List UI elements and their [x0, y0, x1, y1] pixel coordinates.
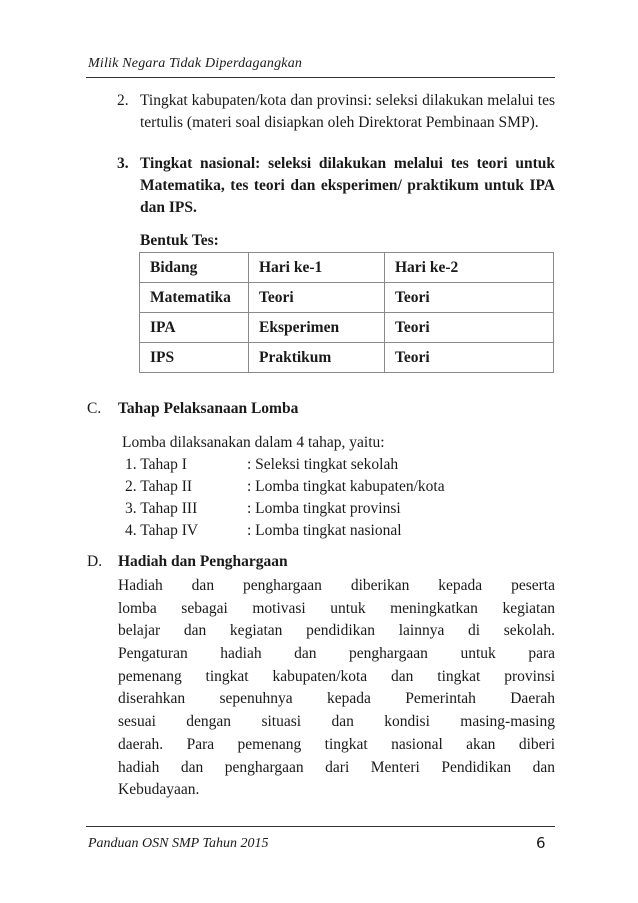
stage-label: 1. Tahap I — [125, 456, 187, 473]
stages-intro: Lomba dilaksanakan dalam 4 tahap, yaitu: — [122, 434, 385, 451]
paragraph-line: daerah. Para pemenang tingkat nasional akan diberi — [118, 735, 555, 753]
table-cell: Teori — [249, 283, 385, 313]
stage-item — [125, 500, 401, 518]
stage-item — [125, 522, 402, 540]
stage-label: 2. Tahap II — [125, 478, 193, 495]
paragraph-line: diserahkan sepenuhnya kepada Pemerintah Daerah — [118, 690, 555, 708]
hadiah-paragraph — [118, 575, 555, 802]
paragraph-line: Pengaturan hadiah dan penghargaan untuk para — [118, 645, 555, 663]
paragraph-line: pemenang tingkat kabupaten/kota dan tingkat provinsi — [118, 667, 555, 685]
list-item-number: 2. — [117, 92, 129, 109]
footer-divider — [86, 826, 555, 827]
bentuk-tes-table — [139, 252, 554, 373]
paragraph-line: sesuai dengan situasi dan kondisi masing-masing — [118, 713, 555, 731]
paragraph-line: hadiah dan penghargaan dari Menteri Pendidikan dan — [118, 758, 555, 776]
table-cell: Praktikum — [249, 343, 385, 373]
table-row — [140, 313, 554, 343]
table-cell: Teori — [385, 313, 554, 343]
section-title: Hadiah dan Penghargaan — [118, 553, 288, 570]
section-title: Tahap Pelaksanaan Lomba — [118, 400, 299, 417]
table-row — [140, 283, 554, 313]
table-cell: IPA — [140, 313, 249, 343]
table-header-row — [140, 253, 554, 283]
stage-desc: : Seleksi tingkat sekolah — [247, 456, 399, 473]
stage-label: 3. Tahap III — [125, 500, 198, 517]
table-cell: IPS — [140, 343, 249, 373]
table-cell: Eksperimen — [249, 313, 385, 343]
stage-desc: : Lomba tingkat kabupaten/kota — [247, 478, 445, 495]
table-cell: Teori — [385, 343, 554, 373]
page-header: Milik Negara Tidak Diperdagangkan — [88, 56, 303, 71]
page-footer: Panduan OSN SMP Tahun 2015 — [88, 836, 269, 851]
table-header-cell: Bidang — [140, 253, 249, 283]
stage-desc: : Lomba tingkat provinsi — [247, 500, 401, 517]
stage-label: 4. Tahap IV — [125, 522, 199, 539]
paragraph-line: Kebudayaan. — [118, 781, 200, 799]
list-item-number: 3. — [117, 155, 129, 172]
header-divider — [86, 77, 555, 78]
stage-desc: : Lomba tingkat nasional — [247, 522, 402, 539]
table-cell: Teori — [385, 283, 554, 313]
table-header-cell: Hari ke-1 — [249, 253, 385, 283]
list-item-text: Tingkat kabupaten/kota dan provinsi: seleksi dilakukan melalui tes tertulis (materi soal disiapkan oleh Direktorat Pembinaan SMP). — [140, 92, 555, 131]
page-number: 6 — [536, 834, 546, 852]
section-letter: C. — [87, 400, 102, 417]
section-letter: D. — [87, 553, 103, 570]
table-row — [140, 343, 554, 373]
paragraph-line: belajar dan kegiatan pendidikan lainnya di sekolah. — [118, 622, 555, 640]
list-item-text: Tingkat nasional: seleksi dilakukan melalui tes teori untuk Matematika, tes teori dan eksperimen/ praktikum untuk IPA dan IPS. — [140, 155, 555, 216]
paragraph-line: Hadiah dan penghargaan diberikan kepada peserta — [118, 577, 555, 594]
table-header-cell: Hari ke-2 — [385, 253, 554, 283]
stage-item — [125, 456, 398, 474]
stage-item — [125, 478, 445, 496]
list-item-3 — [117, 153, 555, 219]
list-item-2 — [117, 90, 555, 134]
bentuk-tes-label: Bentuk Tes: — [140, 232, 219, 249]
paragraph-line: lomba sebagai motivasi untuk meningkatkan kegiatan — [118, 599, 555, 617]
table-cell: Matematika — [140, 283, 249, 313]
